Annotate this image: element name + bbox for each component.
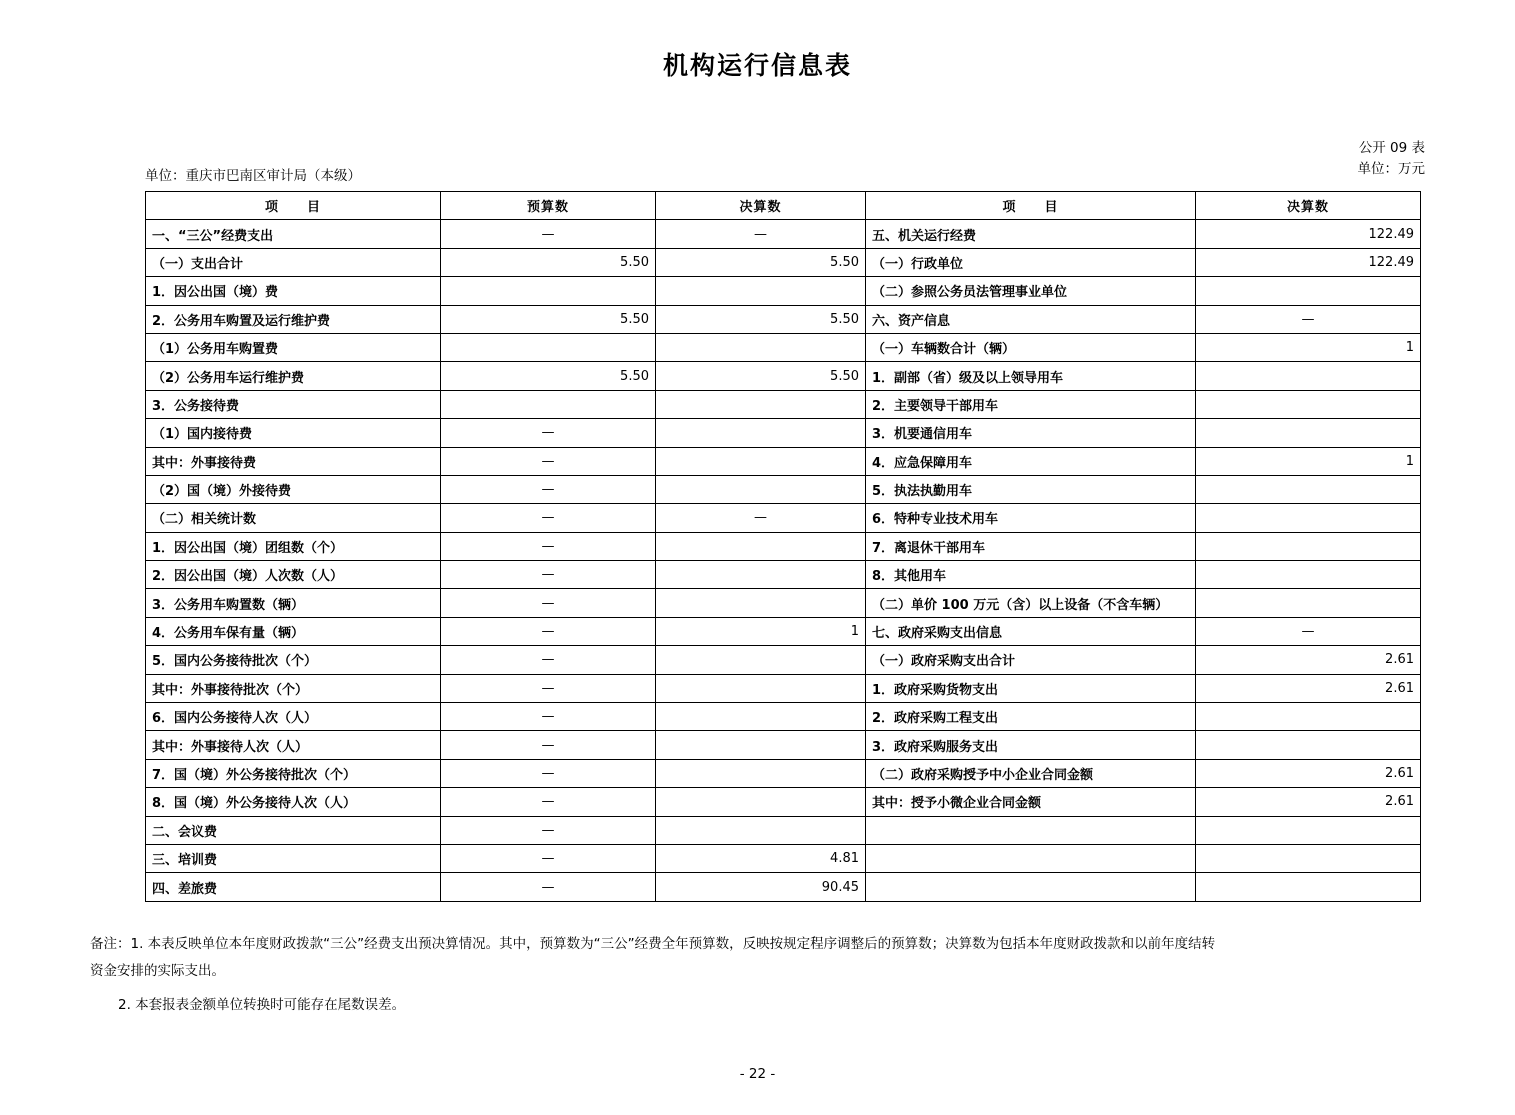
row-label-right — [866, 873, 1196, 901]
row-value-final: — — [656, 504, 866, 532]
row-value-right-final: 2.61 — [1196, 759, 1421, 787]
row-value-final — [656, 674, 866, 702]
unit-currency: 单位：万元 — [1357, 161, 1425, 177]
row-label-right: （二）参照公务员法管理事业单位 — [866, 277, 1196, 305]
row-value-final: 5.50 — [656, 362, 866, 390]
institution-operation-table — [145, 191, 1421, 902]
row-label-left: 7．国（境）外公务接待批次（个） — [146, 759, 441, 787]
table-notes — [90, 931, 1430, 1019]
row-value-final — [656, 333, 866, 361]
document-page — [0, 46, 1515, 1115]
row-value-final: 5.50 — [656, 305, 866, 333]
row-label-right: 2．主要领导干部用车 — [866, 390, 1196, 418]
row-value-budget: — — [441, 617, 656, 645]
row-label-right: （一）政府采购支出合计 — [866, 646, 1196, 674]
table-row — [146, 844, 1421, 872]
table-row — [146, 532, 1421, 560]
table-row — [146, 362, 1421, 390]
row-value-budget: — — [441, 532, 656, 560]
row-value-final — [656, 390, 866, 418]
table-row — [146, 646, 1421, 674]
column-header-budget: 预算数 — [441, 192, 656, 220]
row-value-right-final: 1 — [1196, 333, 1421, 361]
column-header-right-final: 决算数 — [1196, 192, 1421, 220]
table-row — [146, 873, 1421, 901]
row-value-budget: — — [441, 419, 656, 447]
row-value-right-final — [1196, 419, 1421, 447]
row-value-right-final — [1196, 589, 1421, 617]
column-header-right-item: 项 目 — [866, 192, 1196, 220]
row-label-left: 6．国内公务接待人次（人） — [146, 703, 441, 731]
row-label-right: 六、资产信息 — [866, 305, 1196, 333]
row-label-right: （一）行政单位 — [866, 248, 1196, 276]
row-value-right-final: 2.61 — [1196, 788, 1421, 816]
row-label-left: 三、培训费 — [146, 844, 441, 872]
table-row — [146, 475, 1421, 503]
row-value-right-final — [1196, 816, 1421, 844]
row-label-right: 5．执法执勤用车 — [866, 475, 1196, 503]
row-label-left: 8．国（境）外公务接待人次（人） — [146, 788, 441, 816]
table-row — [146, 788, 1421, 816]
row-value-right-final — [1196, 504, 1421, 532]
row-value-final — [656, 816, 866, 844]
row-label-right: 1．政府采购货物支出 — [866, 674, 1196, 702]
row-value-right-final — [1196, 475, 1421, 503]
row-value-budget: — — [441, 759, 656, 787]
row-label-right: （二）政府采购授予中小企业合同金额 — [866, 759, 1196, 787]
row-value-budget — [441, 277, 656, 305]
row-label-right: （二）单价 100 万元（含）以上设备（不含车辆） — [866, 589, 1196, 617]
table-row — [146, 617, 1421, 645]
row-value-budget: — — [441, 447, 656, 475]
row-value-final — [656, 532, 866, 560]
row-value-budget: — — [441, 504, 656, 532]
row-label-right: 4．应急保障用车 — [866, 447, 1196, 475]
row-label-left: 1．因公出国（境）团组数（个） — [146, 532, 441, 560]
row-value-budget: 5.50 — [441, 305, 656, 333]
row-value-final — [656, 475, 866, 503]
row-value-budget: — — [441, 475, 656, 503]
row-label-left: （2）公务用车运行维护费 — [146, 362, 441, 390]
row-label-right: 1．副部（省）级及以上领导用车 — [866, 362, 1196, 390]
row-value-final: 5.50 — [656, 248, 866, 276]
row-label-right: 其中：授予小微企业合同金额 — [866, 788, 1196, 816]
row-value-final: 90.45 — [656, 873, 866, 901]
row-value-budget: — — [441, 589, 656, 617]
row-label-left: 1．因公出国（境）费 — [146, 277, 441, 305]
row-label-right: （一）车辆数合计（辆） — [866, 333, 1196, 361]
table-row — [146, 447, 1421, 475]
row-label-right: 3．机要通信用车 — [866, 419, 1196, 447]
row-value-budget: — — [441, 873, 656, 901]
table-row — [146, 731, 1421, 759]
row-label-left: （一）支出合计 — [146, 248, 441, 276]
row-value-budget: — — [441, 844, 656, 872]
row-label-right: 6．特种专业技术用车 — [866, 504, 1196, 532]
row-value-right-final: 122.49 — [1196, 248, 1421, 276]
table-row — [146, 561, 1421, 589]
row-value-final — [656, 788, 866, 816]
page-title: 机构运行信息表 — [662, 51, 852, 80]
table-row — [146, 816, 1421, 844]
row-value-right-final — [1196, 561, 1421, 589]
row-label-left: 二、会议费 — [146, 816, 441, 844]
row-label-left: 5．国内公务接待批次（个） — [146, 646, 441, 674]
table-row — [146, 305, 1421, 333]
row-value-right-final: — — [1196, 305, 1421, 333]
row-value-right-final — [1196, 844, 1421, 872]
row-label-right: 8．其他用车 — [866, 561, 1196, 589]
row-value-right-final — [1196, 277, 1421, 305]
row-label-left: 一、“三公”经费支出 — [146, 220, 441, 248]
row-value-final — [656, 703, 866, 731]
row-label-right: 五、机关运行经费 — [866, 220, 1196, 248]
row-value-budget — [441, 390, 656, 418]
row-value-budget: — — [441, 731, 656, 759]
column-header-left-item: 项 目 — [146, 192, 441, 220]
row-value-right-final: 2.61 — [1196, 674, 1421, 702]
row-value-budget: — — [441, 816, 656, 844]
row-label-right: 7．离退休干部用车 — [866, 532, 1196, 560]
table-row — [146, 504, 1421, 532]
row-label-left: 4．公务用车保有量（辆） — [146, 617, 441, 645]
row-label-left: 3．公务用车购置数（辆） — [146, 589, 441, 617]
row-value-final — [656, 277, 866, 305]
row-value-final — [656, 589, 866, 617]
row-label-left: （1）公务用车购置费 — [146, 333, 441, 361]
table-row — [146, 703, 1421, 731]
row-value-final — [656, 561, 866, 589]
row-value-right-final: 1 — [1196, 447, 1421, 475]
row-value-budget: — — [441, 674, 656, 702]
row-value-right-final: 2.61 — [1196, 646, 1421, 674]
row-label-right: 3．政府采购服务支出 — [866, 731, 1196, 759]
table-row — [146, 674, 1421, 702]
column-header-final: 决算数 — [656, 192, 866, 220]
row-label-left: 其中：外事接待费 — [146, 447, 441, 475]
row-label-right — [866, 816, 1196, 844]
row-value-right-final — [1196, 532, 1421, 560]
row-value-budget: — — [441, 561, 656, 589]
row-value-final — [656, 646, 866, 674]
row-value-right-final — [1196, 731, 1421, 759]
row-value-final — [656, 759, 866, 787]
row-value-final: — — [656, 220, 866, 248]
row-label-left: 2．公务用车购置及运行维护费 — [146, 305, 441, 333]
row-value-budget: — — [441, 646, 656, 674]
table-row — [146, 248, 1421, 276]
row-value-budget: 5.50 — [441, 248, 656, 276]
row-label-left: 其中：外事接待人次（人） — [146, 731, 441, 759]
row-value-final: 4.81 — [656, 844, 866, 872]
row-value-right-final: — — [1196, 617, 1421, 645]
row-value-final: 1 — [656, 617, 866, 645]
row-label-left: 其中：外事接待批次（个） — [146, 674, 441, 702]
row-value-final — [656, 447, 866, 475]
table-row — [146, 277, 1421, 305]
row-label-left: （二）相关统计数 — [146, 504, 441, 532]
row-label-right: 2．政府采购工程支出 — [866, 703, 1196, 731]
row-label-left: （2）国（境）外接待费 — [146, 475, 441, 503]
note-line-1: 备注：1. 本表反映单位本年度财政拨款“三公”经费支出预决算情况。其中，预算数为“三公”经费全年预算数，反映按规定程序调整后的预算数；决算数为包括本年度财政拨款和以前年度结转 — [90, 936, 1216, 952]
row-value-final — [656, 731, 866, 759]
row-value-budget: — — [441, 703, 656, 731]
note-line-2: 资金安排的实际支出。 — [90, 963, 225, 979]
row-label-right — [866, 844, 1196, 872]
row-value-right-final: 122.49 — [1196, 220, 1421, 248]
row-value-right-final — [1196, 873, 1421, 901]
row-value-budget — [441, 333, 656, 361]
table-header-row — [146, 192, 1421, 220]
table-row — [146, 759, 1421, 787]
page-number: - 22 - — [739, 1066, 776, 1082]
row-label-left: 3．公务接待费 — [146, 390, 441, 418]
row-value-budget: 5.50 — [441, 362, 656, 390]
note-line-3: 2. 本套报表金额单位转换时可能存在尾数误差。 — [118, 997, 406, 1013]
table-row — [146, 419, 1421, 447]
table-row — [146, 390, 1421, 418]
row-label-left: 2．因公出国（境）人次数（人） — [146, 561, 441, 589]
table-row — [146, 333, 1421, 361]
row-value-budget: — — [441, 788, 656, 816]
unit-name: 单位：重庆市巴南区审计局（本级） — [145, 168, 361, 184]
row-value-right-final — [1196, 362, 1421, 390]
form-code: 公开 09 表 — [1358, 140, 1425, 156]
row-label-right: 七、政府采购支出信息 — [866, 617, 1196, 645]
row-value-right-final — [1196, 703, 1421, 731]
row-value-budget: — — [441, 220, 656, 248]
table-row — [146, 589, 1421, 617]
row-value-right-final — [1196, 390, 1421, 418]
row-label-left: （1）国内接待费 — [146, 419, 441, 447]
table-row — [146, 220, 1421, 248]
row-label-left: 四、差旅费 — [146, 873, 441, 901]
document-meta-right — [1358, 138, 1426, 180]
row-value-final — [656, 419, 866, 447]
